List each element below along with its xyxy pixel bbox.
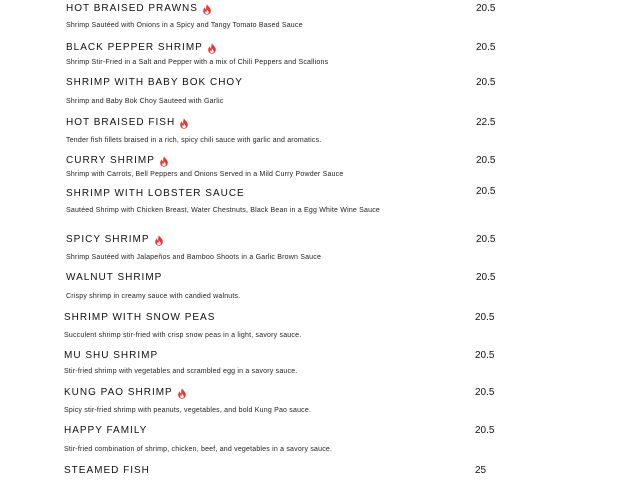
item-name-text: STEAMED FISH (64, 465, 150, 476)
item-description: Shrimp Sautéed with Onions in a Spicy and Tangy Tomato Based Sauce (66, 22, 303, 29)
item-description: Succulent shrimp stir-fried with crisp snow peas in a light, savory sauce. (64, 332, 302, 339)
item-name (66, 154, 169, 169)
item-name-text: HOT BRAISED FISH (66, 117, 176, 128)
chili-flame-icon (154, 235, 164, 246)
item-price: 20.5 (476, 234, 496, 245)
item-name (66, 41, 217, 56)
item-name (64, 464, 150, 479)
item-name (64, 386, 187, 401)
item-price: 20.5 (475, 387, 495, 398)
item-name (66, 233, 164, 248)
chili-flame-icon (207, 43, 217, 54)
item-price: 25 (475, 465, 487, 476)
chili-flame-icon (202, 4, 212, 15)
item-name-text: KUNG PAO SHRIMP (64, 387, 173, 398)
item-price: 20.5 (475, 312, 495, 323)
item-description: Sautéed Shrimp with Chicken Breast, Water Chestnuts, Black Bean in a Egg White Wine Sauce (66, 207, 381, 214)
item-price: 20.5 (476, 186, 496, 197)
item-price: 20.5 (475, 350, 495, 361)
item-name (64, 424, 147, 439)
item-description: Tender fish fillets braised in a rich, spicy chili sauce with garlic and aromatics. (66, 137, 322, 144)
item-price: 20.5 (475, 425, 495, 436)
item-name-text: CURRY SHRIMP (66, 155, 155, 166)
item-price: 20.5 (476, 155, 496, 166)
item-description: Shrimp and Baby Bok Choy Sauteed with Garlic (66, 98, 224, 105)
item-name (66, 2, 212, 17)
item-name-text: HAPPY FAMILY (64, 425, 148, 436)
item-description: Shrimp Sautéed with Jalapeños and Bamboo Shoots in a Garlic Brown Sauce (66, 254, 322, 261)
chili-flame-icon (177, 388, 187, 399)
item-description: Crispy shrimp in creamy sauce with candied walnuts. (66, 293, 241, 300)
item-description: Stir-fried shrimp with vegetables and scrambled egg in a savory sauce. (64, 368, 298, 375)
item-description: Spicy stir-fried shrimp with peanuts, vegetables, and bold Kung Pao sauce. (64, 407, 312, 414)
chili-flame-icon (179, 118, 189, 129)
item-name-text: MU SHU SHRIMP (64, 350, 159, 361)
item-name (66, 76, 243, 91)
item-name-text: SHRIMP WITH BABY BOK CHOY (66, 77, 243, 88)
item-name-text: BLACK PEPPER SHRIMP (66, 42, 203, 53)
item-name (64, 311, 215, 326)
item-description: Shrimp with Carrots, Bell Peppers and Onions Served in a Mild Curry Powder Sauce (66, 171, 344, 178)
item-price: 22.5 (476, 117, 496, 128)
item-name (66, 187, 245, 202)
item-name (64, 349, 158, 364)
item-name-text: WALNUT SHRIMP (66, 272, 163, 283)
item-price: 20.5 (476, 77, 496, 88)
item-name-text: SHRIMP WITH LOBSTER SAUCE (66, 188, 245, 199)
item-name-text: SHRIMP WITH SNOW PEAS (64, 312, 216, 323)
item-price: 20.5 (476, 3, 496, 14)
item-price: 20.5 (476, 42, 496, 53)
chili-flame-icon (159, 156, 169, 167)
item-price: 20.5 (476, 272, 496, 283)
item-description: Stir-fried combination of shrimp, chicken, beef, and vegetables in a savory sauce. (64, 446, 333, 453)
item-name-text: HOT BRAISED PRAWNS (66, 3, 198, 14)
item-name-text: SPICY SHRIMP (66, 234, 150, 245)
item-name (66, 116, 189, 131)
item-description: Shrimp Stir-Fried in a Salt and Pepper with a mix of Chili Peppers and Scallions (66, 59, 329, 66)
item-name (66, 271, 162, 286)
